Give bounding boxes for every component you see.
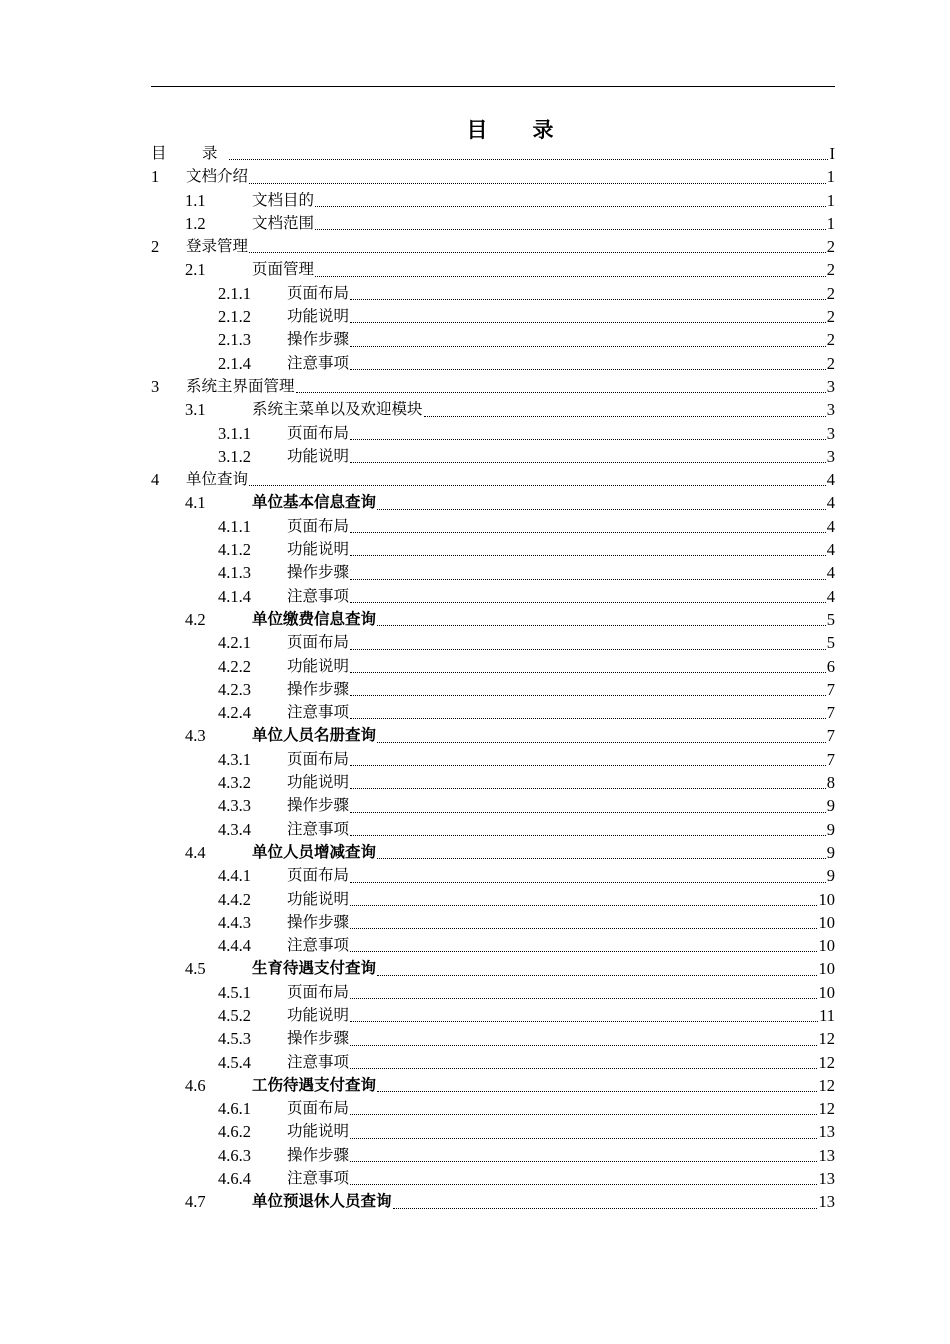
toc-entry-title: 单位查询 bbox=[186, 470, 249, 489]
toc-entry-page: 3 bbox=[826, 400, 835, 420]
toc-entry-title: 功能说明 bbox=[287, 540, 350, 559]
dot-leader bbox=[350, 602, 826, 603]
toc-entry-title: 页面布局 bbox=[287, 866, 350, 885]
toc-entry-title: 页面布局 bbox=[287, 633, 350, 652]
toc-entry-page: 7 bbox=[826, 726, 835, 746]
toc-entry-title: 功能说明 bbox=[287, 889, 350, 908]
toc-entry[interactable] bbox=[151, 398, 835, 421]
toc-entry-title: 页面布局 bbox=[287, 1099, 350, 1118]
toc-entry-number: 4.1.3 bbox=[218, 563, 251, 583]
dot-leader bbox=[350, 998, 817, 999]
toc-entry-title: 操作步骤 bbox=[287, 563, 350, 582]
toc-entry[interactable] bbox=[151, 678, 835, 701]
toc-entry-page: 7 bbox=[826, 679, 835, 699]
dot-leader bbox=[350, 905, 817, 906]
toc-entry-page: 11 bbox=[819, 1005, 835, 1025]
toc-entry-number: 2.1.3 bbox=[218, 330, 251, 350]
toc-entry-number: 4.2.2 bbox=[218, 656, 251, 676]
toc-entry-number: 4.4.2 bbox=[218, 889, 251, 909]
dot-leader bbox=[350, 462, 826, 463]
dot-leader bbox=[377, 509, 826, 510]
toc-entry[interactable] bbox=[151, 1074, 835, 1097]
toc-entry-page: 6 bbox=[826, 656, 835, 676]
toc-entry-number: 4.5.2 bbox=[218, 1005, 251, 1025]
toc-entry-number: 1.2 bbox=[185, 213, 206, 233]
dot-leader bbox=[393, 1208, 817, 1209]
dot-leader bbox=[350, 555, 826, 556]
toc-entry-number: 4.5 bbox=[185, 959, 206, 979]
dot-leader bbox=[350, 695, 826, 696]
toc-entry-title: 操作步骤 bbox=[287, 1029, 350, 1048]
toc-entry-number: 2.1.2 bbox=[218, 307, 251, 327]
toc-entry[interactable] bbox=[151, 165, 835, 188]
toc-entry[interactable] bbox=[151, 258, 835, 281]
dot-leader bbox=[350, 346, 826, 347]
toc-entry[interactable] bbox=[151, 235, 835, 258]
toc-entry[interactable] bbox=[151, 1144, 835, 1167]
toc-entry[interactable] bbox=[151, 957, 835, 980]
toc-entry[interactable] bbox=[151, 911, 835, 934]
toc-entry-title: 功能说明 bbox=[287, 1005, 350, 1024]
toc-entry-title: 单位人员名册查询 bbox=[252, 726, 377, 745]
toc-entry-number: 4.6.4 bbox=[218, 1169, 251, 1189]
toc-entry-title: 功能说明 bbox=[287, 1122, 350, 1141]
dot-leader bbox=[377, 1091, 817, 1092]
toc-entry-title: 功能说明 bbox=[287, 773, 350, 792]
toc-entry-number: 4.4.1 bbox=[218, 866, 251, 886]
dot-leader bbox=[229, 159, 828, 160]
toc-entry-number: 4.4 bbox=[185, 842, 206, 862]
toc-entry-title: 注意事项 bbox=[287, 1169, 350, 1188]
toc-entry-number: 2.1.1 bbox=[218, 283, 251, 303]
dot-leader bbox=[350, 1021, 818, 1022]
toc-entry-page: 4 bbox=[826, 493, 835, 513]
toc-entry-title: 操作步骤 bbox=[287, 912, 350, 931]
toc-entry-page: 5 bbox=[826, 633, 835, 653]
toc-entry-number: 4.3.1 bbox=[218, 749, 251, 769]
toc-entry-page: 2 bbox=[826, 237, 835, 257]
toc-entry-number: 4.1.1 bbox=[218, 516, 251, 536]
toc-entry[interactable] bbox=[151, 1120, 835, 1143]
toc-entry-title: 操作步骤 bbox=[287, 330, 350, 349]
dot-leader bbox=[350, 672, 826, 673]
toc-entry-page: 12 bbox=[818, 1099, 835, 1119]
dot-leader bbox=[350, 788, 826, 789]
toc-entry[interactable] bbox=[151, 818, 835, 841]
dot-leader bbox=[350, 1114, 817, 1115]
toc-entry-page: 5 bbox=[826, 609, 835, 629]
toc-entry-page: 10 bbox=[818, 936, 835, 956]
toc-entry-title: 注意事项 bbox=[287, 1052, 350, 1071]
toc-entry-page: I bbox=[829, 144, 835, 163]
toc-entry[interactable] bbox=[151, 282, 835, 305]
toc-entry-number: 4.4.4 bbox=[218, 936, 251, 956]
dot-leader bbox=[424, 416, 826, 417]
toc-entry-number: 4.3.2 bbox=[218, 773, 251, 793]
toc-entry-title: 工伤待遇支付查询 bbox=[252, 1075, 377, 1094]
toc-entry-number: 4.6.1 bbox=[218, 1099, 251, 1119]
toc-entry-title: 登录管理 bbox=[186, 237, 249, 256]
toc-entry-number: 4.2.1 bbox=[218, 633, 251, 653]
toc-entry-number: 4.2 bbox=[185, 609, 206, 629]
toc-entry-page: 13 bbox=[818, 1122, 835, 1142]
toc-entry-title: 页面布局 bbox=[287, 423, 350, 442]
toc-entry-title: 操作步骤 bbox=[287, 1145, 350, 1164]
toc-entry[interactable] bbox=[151, 352, 835, 375]
toc-entry[interactable] bbox=[151, 748, 835, 771]
toc-entry[interactable] bbox=[151, 1167, 835, 1190]
dot-leader bbox=[350, 928, 817, 929]
toc-entry-title: 单位人员增减查询 bbox=[252, 842, 377, 861]
dot-leader bbox=[350, 439, 826, 440]
dot-leader bbox=[350, 765, 826, 766]
toc-entry-page: 2 bbox=[826, 283, 835, 303]
toc-entry-title: 文档目的 bbox=[252, 190, 315, 209]
toc-entry-title: 系统主界面管理 bbox=[186, 376, 295, 395]
dot-leader bbox=[350, 532, 826, 533]
toc-entry[interactable] bbox=[151, 538, 835, 561]
toc-entry-title: 系统主菜单以及欢迎模块 bbox=[252, 400, 423, 419]
toc-entry[interactable] bbox=[151, 422, 835, 445]
toc-entry-number: 4.1 bbox=[185, 493, 206, 513]
toc-entry-title: 单位基本信息查询 bbox=[252, 493, 377, 512]
toc-entry-title: 注意事项 bbox=[287, 586, 350, 605]
toc-entry-number: 4.5.1 bbox=[218, 982, 251, 1002]
dot-leader bbox=[350, 299, 826, 300]
toc-entry-number: 1.1 bbox=[185, 190, 206, 210]
toc-entry-number: 4.2.3 bbox=[218, 679, 251, 699]
toc-title: 目 录 bbox=[466, 118, 566, 142]
toc-entry-number: 2.1 bbox=[185, 260, 206, 280]
dot-leader bbox=[296, 392, 826, 393]
toc-entry-page: 9 bbox=[826, 819, 835, 839]
toc-entry-page: 10 bbox=[818, 982, 835, 1002]
toc-entry[interactable] bbox=[151, 655, 835, 678]
toc-entry-page: 12 bbox=[818, 1052, 835, 1072]
dot-leader bbox=[350, 718, 826, 719]
toc-entry-title: 操作步骤 bbox=[287, 796, 350, 815]
toc-entry[interactable] bbox=[151, 585, 835, 608]
dot-leader bbox=[315, 276, 826, 277]
toc-entry[interactable] bbox=[151, 701, 835, 724]
dot-leader bbox=[350, 1068, 817, 1069]
toc-entry-number: 4.5.4 bbox=[218, 1052, 251, 1072]
toc-entry-page: 1 bbox=[826, 167, 835, 187]
toc-entry-title: 操作步骤 bbox=[287, 679, 350, 698]
toc-entry-number: 4.3 bbox=[185, 726, 206, 746]
dot-leader bbox=[377, 625, 826, 626]
toc-entry-page: 10 bbox=[818, 959, 835, 979]
toc-entry[interactable] bbox=[151, 375, 835, 398]
toc-entry-page: 4 bbox=[826, 586, 835, 606]
toc-entry[interactable] bbox=[151, 864, 835, 887]
dot-leader bbox=[350, 1161, 817, 1162]
toc-entry[interactable] bbox=[151, 328, 835, 351]
toc-entry-number: 3.1.1 bbox=[218, 423, 251, 443]
toc-entry-title: 页面布局 bbox=[287, 516, 350, 535]
dot-leader bbox=[350, 1184, 817, 1185]
toc-entry-title: 文档介绍 bbox=[186, 167, 249, 186]
toc-entry[interactable] bbox=[151, 771, 835, 794]
toc-entry-page: 13 bbox=[818, 1192, 835, 1212]
toc-entry-page: 2 bbox=[826, 260, 835, 280]
toc-list bbox=[151, 142, 835, 1214]
dot-leader bbox=[350, 835, 826, 836]
toc-entry-number: 4 bbox=[151, 470, 160, 490]
toc-entry-number: 4.6.2 bbox=[218, 1122, 251, 1142]
toc-entry-page: 2 bbox=[826, 353, 835, 373]
dot-leader bbox=[350, 951, 817, 952]
dot-leader bbox=[249, 183, 826, 184]
toc-entry-title: 生育待遇支付查询 bbox=[252, 959, 377, 978]
toc-entry-number: 4.3.4 bbox=[218, 819, 251, 839]
toc-entry-page: 7 bbox=[826, 749, 835, 769]
toc-entry-page: 12 bbox=[818, 1075, 835, 1095]
toc-entry-page: 2 bbox=[826, 307, 835, 327]
dot-leader bbox=[249, 252, 826, 253]
header-rule bbox=[151, 86, 835, 87]
toc-entry-page: 1 bbox=[826, 190, 835, 210]
toc-entry-page: 10 bbox=[818, 889, 835, 909]
toc-entry-page: 2 bbox=[826, 330, 835, 350]
toc-entry-page: 8 bbox=[826, 773, 835, 793]
dot-leader bbox=[377, 742, 826, 743]
toc-entry-number: 3.1 bbox=[185, 400, 206, 420]
toc-entry[interactable] bbox=[151, 491, 835, 514]
dot-leader bbox=[315, 206, 826, 207]
toc-entry-number: 4.6.3 bbox=[218, 1145, 251, 1165]
toc-entry-page: 9 bbox=[826, 842, 835, 862]
dot-leader bbox=[350, 1138, 817, 1139]
dot-leader bbox=[350, 1045, 817, 1046]
toc-entry-number: 4.3.3 bbox=[218, 796, 251, 816]
toc-entry-number: 4.4.3 bbox=[218, 912, 251, 932]
toc-entry-title: 功能说明 bbox=[287, 656, 350, 675]
toc-entry[interactable] bbox=[151, 445, 835, 468]
toc-entry[interactable] bbox=[151, 1097, 835, 1120]
dot-leader bbox=[377, 858, 826, 859]
toc-entry-title: 页面管理 bbox=[252, 260, 315, 279]
toc-entry[interactable] bbox=[151, 934, 835, 957]
dot-leader bbox=[350, 882, 826, 883]
dot-leader bbox=[350, 812, 826, 813]
toc-entry[interactable] bbox=[151, 212, 835, 235]
toc-entry-page: 3 bbox=[826, 423, 835, 443]
toc-entry-title: 注意事项 bbox=[287, 936, 350, 955]
toc-entry-number: 2 bbox=[151, 237, 160, 257]
toc-entry-number: 1 bbox=[151, 167, 160, 187]
toc-entry-page: 9 bbox=[826, 866, 835, 886]
toc-entry-page: 4 bbox=[826, 563, 835, 583]
toc-entry-number: 4.1.2 bbox=[218, 540, 251, 560]
dot-leader bbox=[350, 649, 826, 650]
toc-entry-title: 单位缴费信息查询 bbox=[252, 609, 377, 628]
toc-entry-title: 文档范围 bbox=[252, 213, 315, 232]
toc-entry-page: 7 bbox=[826, 703, 835, 723]
dot-leader bbox=[350, 579, 826, 580]
toc-entry[interactable] bbox=[151, 794, 835, 817]
toc-entry-title: 功能说明 bbox=[287, 307, 350, 326]
toc-entry-title: 注意事项 bbox=[287, 703, 350, 722]
toc-entry-number: 4.5.3 bbox=[218, 1029, 251, 1049]
toc-entry-number: 4.7 bbox=[185, 1192, 206, 1212]
toc-entry-title: 功能说明 bbox=[287, 446, 350, 465]
toc-entry-title: 注意事项 bbox=[287, 819, 350, 838]
toc-entry-page: 4 bbox=[826, 516, 835, 536]
toc-entry-number: 2.1.4 bbox=[218, 353, 251, 373]
toc-entry-page: 13 bbox=[818, 1169, 835, 1189]
toc-entry-title: 注意事项 bbox=[287, 353, 350, 372]
toc-entry-title: 目 录 bbox=[151, 144, 228, 162]
toc-entry[interactable] bbox=[151, 608, 835, 631]
toc-entry-title: 页面布局 bbox=[287, 749, 350, 768]
toc-entry-page: 13 bbox=[818, 1145, 835, 1165]
toc-entry[interactable] bbox=[151, 1004, 835, 1027]
dot-leader bbox=[350, 369, 826, 370]
toc-entry-title: 单位预退休人员查询 bbox=[252, 1192, 392, 1211]
dot-leader bbox=[249, 485, 826, 486]
dot-leader bbox=[377, 975, 817, 976]
toc-entry-page: 1 bbox=[826, 213, 835, 233]
toc-entry-number: 3 bbox=[151, 376, 160, 396]
toc-entry[interactable] bbox=[151, 468, 835, 491]
toc-entry[interactable] bbox=[151, 515, 835, 538]
dot-leader bbox=[315, 229, 826, 230]
toc-entry[interactable] bbox=[151, 631, 835, 654]
toc-entry-page: 4 bbox=[826, 470, 835, 490]
toc-entry-number: 4.1.4 bbox=[218, 586, 251, 606]
toc-entry[interactable] bbox=[151, 142, 835, 165]
toc-entry[interactable] bbox=[151, 724, 835, 747]
toc-entry-page: 12 bbox=[818, 1029, 835, 1049]
toc-entry-page: 3 bbox=[826, 376, 835, 396]
toc-entry[interactable] bbox=[151, 305, 835, 328]
toc-entry-number: 4.6 bbox=[185, 1075, 206, 1095]
toc-entry-page: 3 bbox=[826, 446, 835, 466]
toc-entry-number: 4.2.4 bbox=[218, 703, 251, 723]
toc-entry-page: 9 bbox=[826, 796, 835, 816]
toc-entry[interactable] bbox=[151, 1190, 835, 1213]
toc-entry-title: 页面布局 bbox=[287, 982, 350, 1001]
toc-entry-title: 页面布局 bbox=[287, 283, 350, 302]
toc-entry[interactable] bbox=[151, 841, 835, 864]
toc-entry[interactable] bbox=[151, 189, 835, 212]
toc-entry-page: 4 bbox=[826, 540, 835, 560]
toc-entry[interactable] bbox=[151, 888, 835, 911]
toc-entry-page: 10 bbox=[818, 912, 835, 932]
toc-entry[interactable] bbox=[151, 1027, 835, 1050]
toc-entry[interactable] bbox=[151, 561, 835, 584]
toc-entry[interactable] bbox=[151, 981, 835, 1004]
dot-leader bbox=[350, 322, 826, 323]
toc-entry-number: 3.1.2 bbox=[218, 446, 251, 466]
toc-entry[interactable] bbox=[151, 1051, 835, 1074]
